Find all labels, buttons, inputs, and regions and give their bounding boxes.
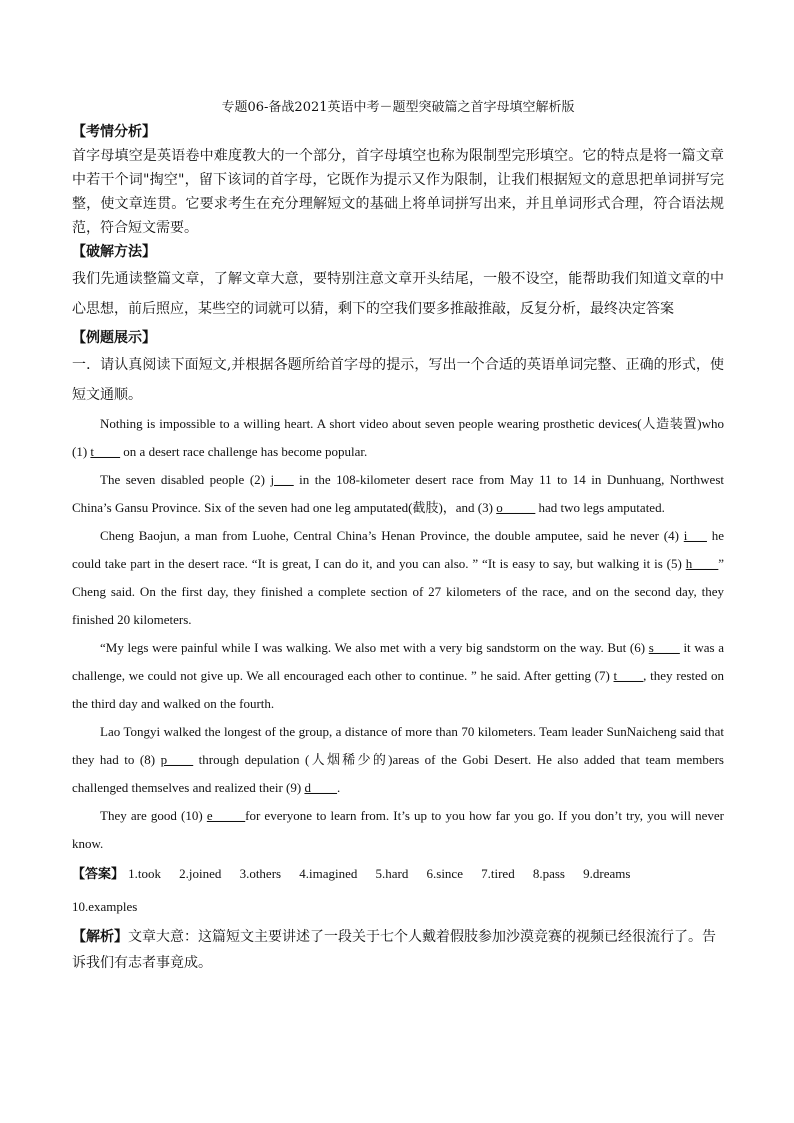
- explanation-label: 【解析】: [72, 929, 128, 945]
- blank-10: e_____: [206, 808, 246, 823]
- analysis-paragraph: 首字母填空是英语卷中难度教大的一个部分，首字母填空也称为限制型完形填空。它的特点是将一篇文章中若干个词"掏空"，留下该词的首字母，它既作为提示又作为限制，让我们根据短文的意思把单词拼写完整，使文章连贯。它要求考生在充分理解短文的基础上将单词拼写出来，并且单词形式合理，符合语法规范，符合短文需要。: [72, 148, 724, 236]
- answer-label: 【答案】: [72, 867, 125, 882]
- passage-paragraph-5: Lao Tongyi walked the longest of the group, a distance of more than 70 kilometers. Team leader SunNaicheng said that they had to (8) p____ through depulation (人烟稀少的)areas of the Gobi Desert. He also added that team members challenged themselves and realized their (9) d____.: [72, 724, 724, 795]
- analysis-heading: 【考情分析】: [72, 124, 156, 140]
- method-heading: 【破解方法】: [72, 244, 156, 260]
- blank-8: p____: [160, 752, 194, 767]
- answer-item: 2.joined: [179, 866, 222, 881]
- exercise-instruction: 一．请认真阅读下面短文,并根据各题所给首字母的提示，写出一个合适的英语单词完整、正确的形式，使短文通顺。: [72, 357, 724, 403]
- blank-2: j___: [270, 472, 294, 487]
- answer-item: 4.imagined: [299, 866, 358, 881]
- blank-5: h____: [685, 556, 719, 571]
- answer-item: 7.tired: [481, 866, 515, 881]
- blank-1: t____: [90, 444, 121, 459]
- answer-item: 10.examples: [72, 899, 138, 914]
- answer-item: 5.hard: [375, 866, 409, 881]
- blank-7: t____: [613, 668, 644, 683]
- explanation-text: 文章大意：这篇短文主要讲述了一段关于七个人戴着假肢参加沙漠竞赛的视频已经很流行了。告诉我们有志者事竟成。: [72, 929, 716, 971]
- explanation-paragraph: [72, 924, 724, 976]
- passage-paragraph-6: They are good (10) e_____for everyone to learn from. It’s up to you how far you go. If you don’t try, you will never know.: [72, 808, 724, 851]
- blank-4: i___: [683, 528, 707, 543]
- answer-item: 6.since: [426, 866, 463, 881]
- answer-line: [72, 858, 724, 924]
- blank-6: s____: [648, 640, 680, 655]
- answer-item: 8.pass: [532, 866, 565, 881]
- method-paragraph: 我们先通读整篇文章，了解文章大意，要特别注意文章开头结尾，一般不设空，能帮助我们知道文章的中心思想，前后照应，某些空的词就可以猜，剩下的空我们要多推敲推敲，反复分析，最终决定答案: [72, 271, 724, 317]
- document-title: 专题06-备战2021英语中考－题型突破篇之首字母填空解析版: [221, 100, 575, 115]
- answer-item: 3.others: [239, 866, 282, 881]
- passage-paragraph-2: The seven disabled people (2) j___ in the 108-kilometer desert race from May 11 to 14 in Dunhuang, Northwest China’s Gansu Province. Six of the seven had one leg amputated(截肢)，and (3) o_____ had two legs amputated.: [72, 472, 724, 515]
- passage-paragraph-1: Nothing is impossible to a willing heart. A short video about seven people wearing prosthetic devices(人造装置)who (1) t____ on a desert race challenge has become popular.: [72, 416, 724, 459]
- document-page: [72, 98, 724, 976]
- blank-3: o_____: [496, 500, 536, 515]
- passage-paragraph-4: “My legs were painful while I was walking. We also met with a very big sandstorm on the way. But (6) s____ it was a challenge, we could not give up. We all encouraged each other to continue. ” he said. After getting (7) t____, they rested on the third day and walked on the fourth.: [72, 640, 725, 711]
- example-heading: 【例题展示】: [72, 330, 156, 346]
- answer-item: 1.took: [128, 866, 162, 881]
- answer-item: 9.dreams: [583, 866, 631, 881]
- blank-9: d____: [304, 780, 337, 795]
- passage-paragraph-3: Cheng Baojun, a man from Luohe, Central China’s Henan Province, the double amputee, said he never (4) i___ he could take part in the desert race. “It is great, I can do it, and you can also. ” “It is easy to say, but walking it is (5) h____” Cheng said. On the first day, they finished a complete section of 27 kilometers of the race, and on the second day, they finished 20 kilometers.: [72, 528, 724, 627]
